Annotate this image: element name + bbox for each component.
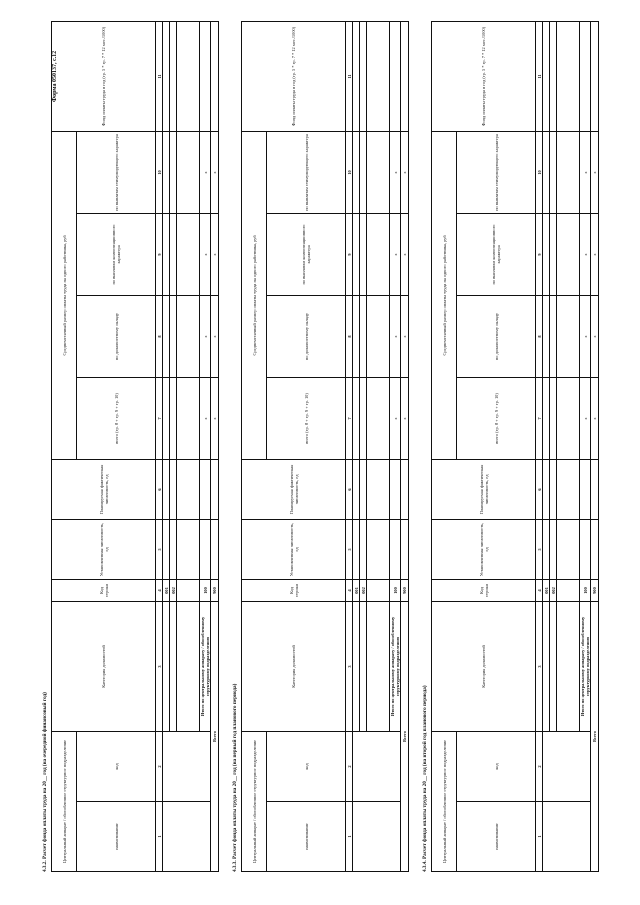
col-number: 11 [536, 21, 543, 131]
salary-cell[interactable] [360, 295, 367, 377]
total-row [401, 21, 409, 871]
col-number: 10 [156, 131, 163, 213]
fund-cell[interactable] [580, 21, 591, 131]
payroll-table [51, 21, 219, 872]
code-header: код [77, 731, 156, 801]
col-number: 9 [536, 213, 543, 295]
row-code-empty [557, 579, 580, 601]
x-mark: x [401, 295, 409, 377]
category-header: Категория должностей [242, 601, 346, 731]
col-number: 5 [156, 519, 163, 579]
table-row [353, 21, 360, 871]
planned-cell[interactable] [591, 459, 599, 519]
planned-cell[interactable] [550, 459, 557, 519]
fund-cell[interactable] [557, 21, 580, 131]
stimulating-cell[interactable] [170, 131, 177, 213]
row-code-empty [367, 579, 390, 601]
compensation-cell[interactable] [177, 213, 200, 295]
col-number: 11 [156, 21, 163, 131]
compensation-header: по выплатам компенсационного характера [77, 213, 156, 295]
avg-total-header: всего (гр. 8 + гр. 9 + гр. 10) [77, 377, 156, 459]
dept-group-header: Центральный аппарат / обособленное структурное подразделение [52, 731, 77, 871]
x-mark: x [211, 213, 219, 295]
fund-cell[interactable] [170, 21, 177, 131]
planned-cell[interactable] [211, 459, 219, 519]
col-number: 6 [156, 459, 163, 519]
avg-total-cell[interactable] [353, 377, 360, 459]
dept-name-cell[interactable] [543, 802, 591, 872]
planned-cell[interactable] [390, 459, 401, 519]
category-cell[interactable] [557, 601, 580, 731]
avg-total-cell[interactable] [550, 377, 557, 459]
avg-group-header: Среднемесячный размер оплаты труда на одного работника, руб [242, 131, 267, 459]
table-row [543, 21, 550, 871]
dept-code-cell[interactable] [543, 731, 591, 801]
avg-group-header: Среднемесячный размер оплаты труда на одного работника, руб [52, 131, 77, 459]
salary-cell[interactable] [367, 295, 390, 377]
col-number: 2 [536, 731, 543, 801]
rotated-form [40, 22, 600, 872]
col-number: 7 [346, 377, 353, 459]
name-header: наименование [457, 802, 536, 872]
dept-group-header: Центральный аппарат / обособленное структурное подразделение [432, 731, 457, 871]
x-mark: x [200, 377, 211, 459]
stimulating-cell[interactable] [353, 131, 360, 213]
col-number: 9 [346, 213, 353, 295]
payroll-table [431, 21, 599, 872]
planned-cell[interactable] [177, 459, 200, 519]
avg-total-header: всего (гр. 8 + гр. 9 + гр. 10) [457, 377, 536, 459]
name-header: наименование [77, 802, 156, 872]
row-code-empty [177, 579, 200, 601]
col-number: 8 [346, 295, 353, 377]
planned-header: Планируемая фактическая численность, ед [242, 459, 346, 519]
section-block-2 [230, 22, 409, 872]
planned-cell[interactable] [170, 459, 177, 519]
name-header: наименование [267, 802, 346, 872]
subtotal-label: Итого по центральному аппарату / обособленному структурному подразделению [580, 601, 591, 731]
col-number: 8 [536, 295, 543, 377]
planned-cell[interactable] [580, 459, 591, 519]
col-number: 6 [346, 459, 353, 519]
x-mark: x [211, 295, 219, 377]
salary-cell[interactable] [550, 295, 557, 377]
x-mark: x [580, 213, 591, 295]
subtotal-code: 100 [580, 579, 591, 601]
established-cell[interactable] [580, 519, 591, 579]
row-code: 002 [170, 579, 177, 601]
subtotal-code: 100 [390, 579, 401, 601]
total-row [211, 21, 219, 871]
avg-total-cell[interactable] [163, 377, 170, 459]
compensation-cell[interactable] [163, 213, 170, 295]
line-code-header: Код строки [432, 579, 536, 601]
col-number: 10 [536, 131, 543, 213]
established-cell[interactable] [211, 519, 219, 579]
x-mark: x [580, 295, 591, 377]
form-number: Форма 050137, с.12 [52, 50, 58, 102]
section-title: 4.3.4. Расчет фонда оплаты труда на 20__ год (на второй год планового периода) [422, 685, 428, 872]
compensation-cell[interactable] [550, 213, 557, 295]
established-cell[interactable] [367, 519, 390, 579]
planned-cell[interactable] [360, 459, 367, 519]
planned-cell[interactable] [200, 459, 211, 519]
x-mark: x [200, 213, 211, 295]
salary-cell[interactable] [353, 295, 360, 377]
row-code: 001 [353, 579, 360, 601]
established-cell[interactable] [557, 519, 580, 579]
total-label: Всего [591, 601, 599, 871]
total-code: 900 [591, 579, 599, 601]
category-cell[interactable] [163, 601, 170, 731]
fund-cell[interactable] [367, 21, 390, 131]
col-number: 2 [346, 731, 353, 801]
established-cell[interactable] [401, 519, 409, 579]
x-mark: x [591, 295, 599, 377]
fund-cell[interactable] [200, 21, 211, 131]
code-header: код [457, 731, 536, 801]
x-mark: x [390, 377, 401, 459]
subtotal-label: Итого по центральному аппарату / обособленному структурному подразделению [200, 601, 211, 731]
x-mark: x [401, 213, 409, 295]
dept-group-header: Центральный аппарат / обособленное структурное подразделение [242, 731, 267, 871]
established-header: Установленная численность, ед [52, 519, 156, 579]
planned-cell[interactable] [353, 459, 360, 519]
fund-cell[interactable] [360, 21, 367, 131]
established-cell[interactable] [177, 519, 200, 579]
avg-total-cell[interactable] [177, 377, 200, 459]
col-number: 9 [156, 213, 163, 295]
stimulating-header: по выплатам стимулирующего характера [267, 131, 346, 213]
salary-cell[interactable] [543, 295, 550, 377]
total-label: Всего [211, 601, 219, 871]
avg-group-header: Среднемесячный размер оплаты труда на одного работника, руб [432, 131, 457, 459]
fund-cell[interactable] [390, 21, 401, 131]
total-label: Всего [401, 601, 409, 871]
fund-cell[interactable] [591, 21, 599, 131]
x-mark: x [211, 131, 219, 213]
col-number: 3 [156, 601, 163, 731]
stimulating-cell[interactable] [360, 131, 367, 213]
avg-total-cell[interactable] [170, 377, 177, 459]
table-row [163, 21, 170, 871]
compensation-cell[interactable] [170, 213, 177, 295]
col-number: 4 [346, 579, 353, 601]
x-mark: x [200, 295, 211, 377]
fund-cell[interactable] [401, 21, 409, 131]
compensation-header: по выплатам компенсационного характера [457, 213, 536, 295]
col-number: 6 [536, 459, 543, 519]
stimulating-cell[interactable] [557, 131, 580, 213]
x-mark: x [591, 131, 599, 213]
section-title: 4.3.3. Расчет фонда оплаты труда на 20__ год (на первый год планового периода) [232, 683, 238, 872]
row-code: 002 [360, 579, 367, 601]
established-cell[interactable] [200, 519, 211, 579]
line-code-header: Код строки [52, 579, 156, 601]
x-mark: x [591, 377, 599, 459]
total-code: 900 [211, 579, 219, 601]
avg-total-cell[interactable] [360, 377, 367, 459]
total-row [591, 21, 599, 871]
category-header: Категория должностей [52, 601, 156, 731]
fund-cell[interactable] [543, 21, 550, 131]
x-mark: x [580, 131, 591, 213]
avg-total-header: всего (гр. 8 + гр. 9 + гр. 10) [267, 377, 346, 459]
established-cell[interactable] [390, 519, 401, 579]
compensation-cell[interactable] [367, 213, 390, 295]
row-code: 001 [163, 579, 170, 601]
planned-cell[interactable] [367, 459, 390, 519]
established-header: Установленная численность, ед [242, 519, 346, 579]
fund-header: Фонд оплаты труда в год (гр. 5 * гр. 7 * 12 мес./1000) [432, 21, 536, 131]
established-cell[interactable] [170, 519, 177, 579]
section-block-1 [40, 22, 219, 872]
fund-cell[interactable] [550, 21, 557, 131]
stimulating-cell[interactable] [177, 131, 200, 213]
established-cell[interactable] [360, 519, 367, 579]
col-number: 1 [346, 802, 353, 872]
avg-total-cell[interactable] [557, 377, 580, 459]
col-number: 11 [346, 21, 353, 131]
dept-name-cell[interactable] [353, 802, 401, 872]
x-mark: x [401, 377, 409, 459]
planned-header: Планируемая фактическая численность, ед [432, 459, 536, 519]
section-block-3 [420, 22, 599, 872]
code-header: код [267, 731, 346, 801]
col-number: 3 [536, 601, 543, 731]
planned-header: Планируемая фактическая численность, ед [52, 459, 156, 519]
avg-total-cell[interactable] [367, 377, 390, 459]
fund-header: Фонд оплаты труда в год (гр. 5 * гр. 7 * 12 мес./1000) [242, 21, 346, 131]
compensation-header: по выплатам компенсационного характера [267, 213, 346, 295]
category-cell[interactable] [367, 601, 390, 731]
established-header: Установленная численность, ед [432, 519, 536, 579]
avg-total-cell[interactable] [543, 377, 550, 459]
col-number: 4 [536, 579, 543, 601]
x-mark: x [390, 131, 401, 213]
total-code: 900 [401, 579, 409, 601]
salary-cell[interactable] [177, 295, 200, 377]
compensation-cell[interactable] [360, 213, 367, 295]
x-mark: x [211, 377, 219, 459]
fund-cell[interactable] [353, 21, 360, 131]
col-number: 3 [346, 601, 353, 731]
category-header: Категория должностей [432, 601, 536, 731]
fund-cell[interactable] [163, 21, 170, 131]
stimulating-cell[interactable] [163, 131, 170, 213]
subtotal-label: Итого по центральному аппарату / обособленному структурному подразделению [390, 601, 401, 731]
x-mark: x [580, 377, 591, 459]
row-code: 002 [550, 579, 557, 601]
stimulating-header: по выплатам стимулирующего характера [77, 131, 156, 213]
dept-code-cell[interactable] [163, 731, 211, 801]
x-mark: x [401, 131, 409, 213]
x-mark: x [390, 295, 401, 377]
established-cell[interactable] [353, 519, 360, 579]
salary-cell[interactable] [557, 295, 580, 377]
by-salary-header: по должностному окладу [267, 295, 346, 377]
col-number: 1 [156, 802, 163, 872]
row-code: 001 [543, 579, 550, 601]
col-number: 5 [346, 519, 353, 579]
category-cell[interactable] [353, 601, 360, 731]
dept-name-cell[interactable] [163, 802, 211, 872]
planned-cell[interactable] [401, 459, 409, 519]
col-number: 5 [536, 519, 543, 579]
category-cell[interactable] [170, 601, 177, 731]
by-salary-header: по должностному окладу [77, 295, 156, 377]
stimulating-cell[interactable] [367, 131, 390, 213]
dept-code-cell[interactable] [353, 731, 401, 801]
planned-cell[interactable] [543, 459, 550, 519]
col-number: 8 [156, 295, 163, 377]
x-mark: x [591, 213, 599, 295]
compensation-cell[interactable] [543, 213, 550, 295]
stimulating-header: по выплатам стимулирующего характера [457, 131, 536, 213]
fund-cell[interactable] [211, 21, 219, 131]
established-cell[interactable] [591, 519, 599, 579]
salary-cell[interactable] [170, 295, 177, 377]
compensation-cell[interactable] [353, 213, 360, 295]
fund-cell[interactable] [177, 21, 200, 131]
col-number: 1 [536, 802, 543, 872]
col-number: 2 [156, 731, 163, 801]
stimulating-cell[interactable] [550, 131, 557, 213]
fund-header: Фонд оплаты труда в год (гр. 5 * гр. 7 * 12 мес./1000) [52, 21, 156, 131]
stimulating-cell[interactable] [543, 131, 550, 213]
col-number: 10 [346, 131, 353, 213]
payroll-table [241, 21, 409, 872]
x-mark: x [200, 131, 211, 213]
by-salary-header: по должностному окладу [457, 295, 536, 377]
category-cell[interactable] [550, 601, 557, 731]
category-cell[interactable] [543, 601, 550, 731]
established-cell[interactable] [550, 519, 557, 579]
established-cell[interactable] [543, 519, 550, 579]
section-title: 4.3.2. Расчет фонда оплаты труда на 20__ год (на очередной финансовый год) [42, 692, 48, 872]
col-number: 7 [536, 377, 543, 459]
planned-cell[interactable] [163, 459, 170, 519]
col-number: 4 [156, 579, 163, 601]
col-number: 7 [156, 377, 163, 459]
category-cell[interactable] [177, 601, 200, 731]
category-cell[interactable] [360, 601, 367, 731]
compensation-cell[interactable] [557, 213, 580, 295]
subtotal-code: 100 [200, 579, 211, 601]
planned-cell[interactable] [557, 459, 580, 519]
line-code-header: Код строки [242, 579, 346, 601]
salary-cell[interactable] [163, 295, 170, 377]
x-mark: x [390, 213, 401, 295]
established-cell[interactable] [163, 519, 170, 579]
